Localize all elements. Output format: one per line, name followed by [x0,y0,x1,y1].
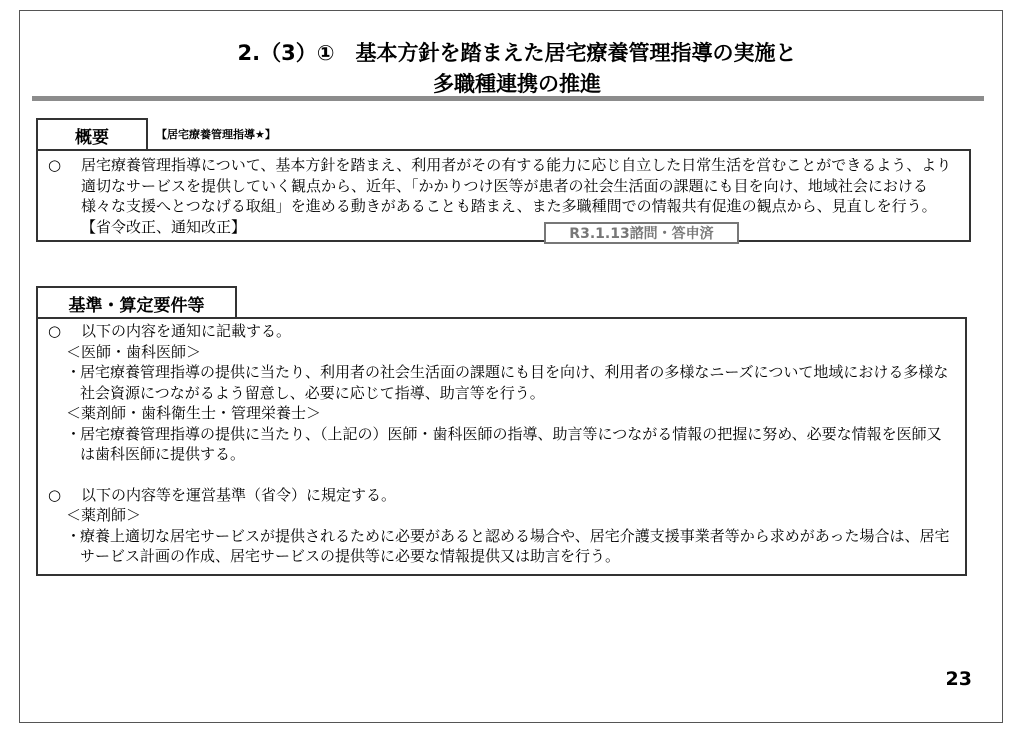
overview-text: 居宅療養管理指導について、基本方針を踏まえ、利用者がその有する能力に応じ自立した日常生活を営むことができるよう、より適切なサービスを提供していく観点から、近年、「かかりつけ医等が患者の社会生活面の課題にも目を向け、地域社会における様々な支援へとつなげる取組」を進める動きがあることも踏まえ、また多職種間での情報共有促進の観点から、見直しを行う。【省令改正、通知改正】 [81,156,952,236]
section2-lead: ○ 以下の内容等を運営基準（省令）に規定する。 [48,485,397,504]
section1-lead: ○ 以下の内容を通知に記載する。 [48,322,292,340]
overview-tab: 概要 [36,118,148,150]
requirements-tab: 基準・算定要件等 [36,286,237,318]
section2-group1-item: ・ 療養上適切な居宅サービスが提供されるために必要があると認める場合や、居宅介護支援事業者等から求めがあった場合は、居宅サービス計画の作成、居宅サービスの提供等に必要な情報提供又は助言を行う。 [48,526,951,567]
section1-group2-heading: ＜薬剤師・歯科衛生士・管理栄養士＞ [66,404,322,422]
status-stamp: R3.1.13諮問・答申済 [544,222,739,244]
section1-bullet: ○ [48,322,62,340]
overview-bullet: ○ [48,156,62,174]
page-title [0,38,1034,100]
overview-paragraph [48,155,955,237]
title-underline [32,96,984,101]
section1-group2-item: ・ 居宅療養管理指導の提供に当たり、（上記の）医師・歯科医師の指導、助言等につながる情報の把握に努め、必要な情報を医師又は歯科医師に提供する。 [48,424,951,465]
item-marker: ・ [66,424,82,443]
section1-group1-item: ・ 居宅療養管理指導の提供に当たり、利用者の社会生活面の課題にも目を向け、利用者の多様なニーズについて地域における多様な社会資源につながるよう留意し、必要に応じて指導、助言等を行う。 [48,362,951,403]
service-tag: 【居宅療養管理指導★】 [156,128,276,141]
section2-group1-heading: ＜薬剤師＞ [66,506,142,524]
item-marker: ・ [66,363,82,381]
page-number: 23 [945,668,972,690]
section-spacer [48,465,951,485]
overview-box [36,149,971,242]
section2-bullet: ○ [48,485,62,504]
title-line-1: 2.（3）① 基本方針を踏まえた居宅療養管理指導の実施と [237,41,797,65]
requirements-box [36,317,967,576]
item-marker: ・ [66,526,82,545]
title-line-2: 多職種連携の推進 [433,72,601,96]
section1-group1-heading: ＜医師・歯科医師＞ [66,342,202,361]
